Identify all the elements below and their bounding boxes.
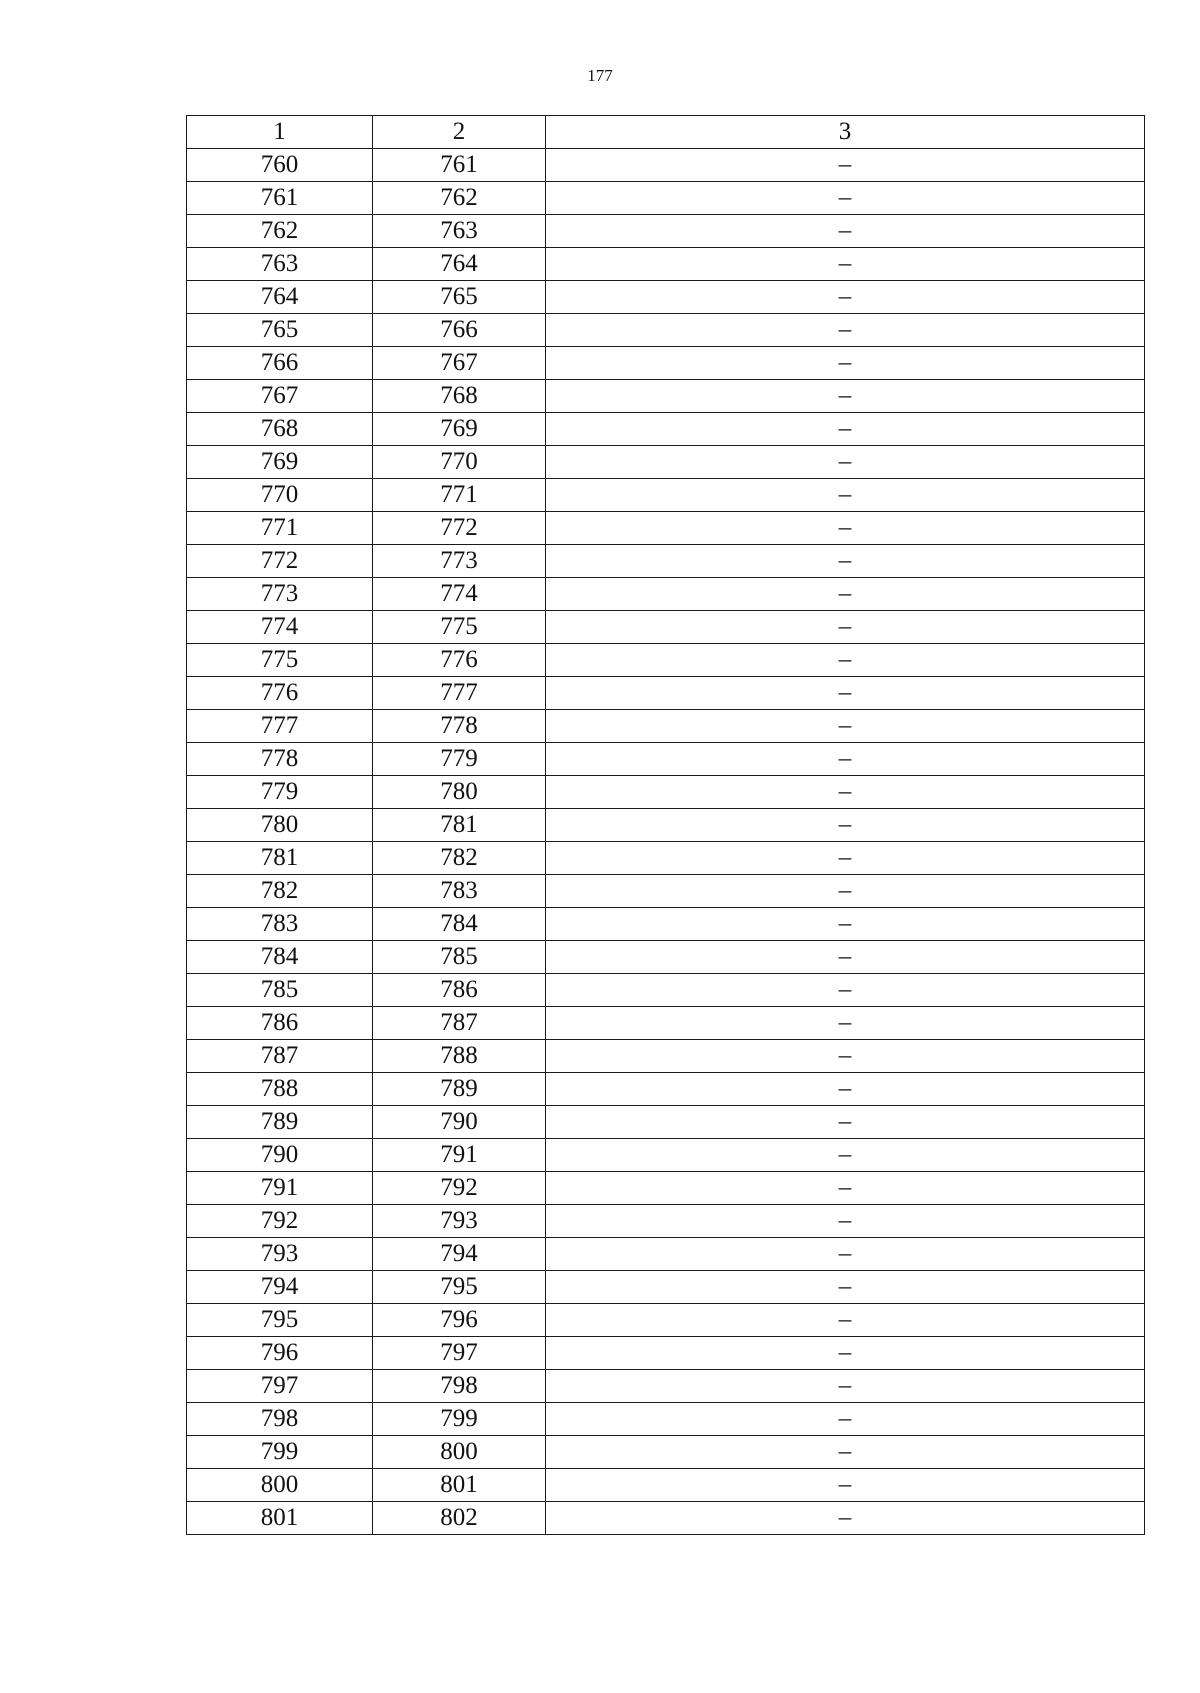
table-cell: – — [546, 149, 1145, 182]
table-row — [187, 941, 1145, 974]
table-cell: – — [546, 1073, 1145, 1106]
table-cell: 767 — [373, 347, 546, 380]
table-row — [187, 1238, 1145, 1271]
table-cell: 788 — [187, 1073, 373, 1106]
table-cell: 798 — [187, 1403, 373, 1436]
table-cell: 799 — [373, 1403, 546, 1436]
table-cell: 775 — [187, 644, 373, 677]
table-row — [187, 1172, 1145, 1205]
table-cell: 766 — [187, 347, 373, 380]
table-cell: 788 — [373, 1040, 546, 1073]
table-body — [187, 149, 1145, 1535]
table-cell: 794 — [373, 1238, 546, 1271]
table-row — [187, 1040, 1145, 1073]
table-row — [187, 1205, 1145, 1238]
table-row — [187, 1007, 1145, 1040]
table-cell: – — [546, 941, 1145, 974]
table-row — [187, 1469, 1145, 1502]
table-cell: 795 — [187, 1304, 373, 1337]
table-cell: – — [546, 677, 1145, 710]
table-row — [187, 1139, 1145, 1172]
table-cell: – — [546, 182, 1145, 215]
table-cell: 775 — [373, 611, 546, 644]
table-row — [187, 974, 1145, 1007]
table-cell: – — [546, 1304, 1145, 1337]
table-cell: 782 — [373, 842, 546, 875]
table-cell: 780 — [187, 809, 373, 842]
table-cell: – — [546, 1040, 1145, 1073]
table-row — [187, 512, 1145, 545]
table-cell: 764 — [373, 248, 546, 281]
table-cell: – — [546, 908, 1145, 941]
table-cell: 772 — [187, 545, 373, 578]
table-row — [187, 842, 1145, 875]
table-cell: 764 — [187, 281, 373, 314]
table-cell: 790 — [187, 1139, 373, 1172]
table-cell: 770 — [373, 446, 546, 479]
table-cell: 776 — [373, 644, 546, 677]
table-cell: 774 — [187, 611, 373, 644]
table-cell: 781 — [373, 809, 546, 842]
table-cell: – — [546, 1469, 1145, 1502]
table-cell: 778 — [187, 743, 373, 776]
table-cell: 800 — [187, 1469, 373, 1502]
table-cell: 771 — [187, 512, 373, 545]
table-cell: – — [546, 1436, 1145, 1469]
table-cell: 765 — [187, 314, 373, 347]
table-cell: – — [546, 1007, 1145, 1040]
table-cell: 768 — [187, 413, 373, 446]
table-cell: 765 — [373, 281, 546, 314]
table-cell: – — [546, 809, 1145, 842]
table-row — [187, 182, 1145, 215]
table-cell: 796 — [373, 1304, 546, 1337]
table-cell: 801 — [373, 1469, 546, 1502]
table-cell: 773 — [373, 545, 546, 578]
table-cell: 777 — [373, 677, 546, 710]
table-cell: – — [546, 446, 1145, 479]
table-cell: 791 — [187, 1172, 373, 1205]
table-row — [187, 1073, 1145, 1106]
table-cell: 793 — [373, 1205, 546, 1238]
table-cell: 762 — [373, 182, 546, 215]
table-header — [187, 116, 1145, 149]
table-cell: 785 — [187, 974, 373, 1007]
table-cell: – — [546, 974, 1145, 1007]
table-row — [187, 248, 1145, 281]
table-cell: 782 — [187, 875, 373, 908]
table-cell: – — [546, 380, 1145, 413]
table-row — [187, 776, 1145, 809]
table-cell: 787 — [187, 1040, 373, 1073]
table-cell: 796 — [187, 1337, 373, 1370]
table-row — [187, 1370, 1145, 1403]
table-cell: 787 — [373, 1007, 546, 1040]
table-row — [187, 314, 1145, 347]
table-row — [187, 611, 1145, 644]
table-cell: – — [546, 1238, 1145, 1271]
table-cell: 770 — [187, 479, 373, 512]
table-row — [187, 413, 1145, 446]
table-cell: 785 — [373, 941, 546, 974]
table-cell: 793 — [187, 1238, 373, 1271]
table-row — [187, 545, 1145, 578]
table-row — [187, 908, 1145, 941]
table-cell: – — [546, 1139, 1145, 1172]
table-header-row — [187, 116, 1145, 149]
table-cell: 799 — [187, 1436, 373, 1469]
table-cell: 768 — [373, 380, 546, 413]
table-cell: 779 — [187, 776, 373, 809]
table-row — [187, 809, 1145, 842]
table-cell: – — [546, 479, 1145, 512]
table-cell: – — [546, 611, 1145, 644]
table-row — [187, 479, 1145, 512]
table-cell: 763 — [187, 248, 373, 281]
table-cell: – — [546, 314, 1145, 347]
table-cell: – — [546, 578, 1145, 611]
table-row — [187, 578, 1145, 611]
table-cell: 798 — [373, 1370, 546, 1403]
table-row — [187, 281, 1145, 314]
table-cell: 786 — [373, 974, 546, 1007]
table-cell: 769 — [373, 413, 546, 446]
table-cell: 800 — [373, 1436, 546, 1469]
table-cell: – — [546, 710, 1145, 743]
table-cell: – — [546, 1172, 1145, 1205]
table-cell: – — [546, 1403, 1145, 1436]
data-table — [186, 115, 1145, 1535]
table-row — [187, 1337, 1145, 1370]
table-row — [187, 380, 1145, 413]
table-cell: 783 — [373, 875, 546, 908]
table-cell: – — [546, 1205, 1145, 1238]
table-cell: 773 — [187, 578, 373, 611]
table-cell: – — [546, 743, 1145, 776]
table-cell: 784 — [187, 941, 373, 974]
table-cell: 762 — [187, 215, 373, 248]
column-header: 2 — [373, 116, 546, 149]
table-cell: 802 — [373, 1502, 546, 1535]
table-cell: 777 — [187, 710, 373, 743]
table-cell: 794 — [187, 1271, 373, 1304]
table-row — [187, 149, 1145, 182]
table-cell: – — [546, 248, 1145, 281]
table-cell: 792 — [187, 1205, 373, 1238]
table-cell: 779 — [373, 743, 546, 776]
table-cell: – — [546, 512, 1145, 545]
table-cell: 774 — [373, 578, 546, 611]
table-cell: – — [546, 1337, 1145, 1370]
table-row — [187, 644, 1145, 677]
table-row — [187, 1502, 1145, 1535]
table-row — [187, 215, 1145, 248]
table-cell: – — [546, 215, 1145, 248]
column-header: 1 — [187, 116, 373, 149]
table-cell: 797 — [373, 1337, 546, 1370]
table-cell: 789 — [187, 1106, 373, 1139]
table-cell: 791 — [373, 1139, 546, 1172]
table-cell: – — [546, 545, 1145, 578]
table-cell: – — [546, 875, 1145, 908]
page-number: 177 — [587, 66, 613, 85]
table-cell: 763 — [373, 215, 546, 248]
table-cell: – — [546, 413, 1145, 446]
table-cell: 781 — [187, 842, 373, 875]
table-row — [187, 677, 1145, 710]
table-cell: – — [546, 644, 1145, 677]
table-cell: – — [546, 776, 1145, 809]
table-cell: – — [546, 347, 1145, 380]
table-cell: 792 — [373, 1172, 546, 1205]
table-cell: 786 — [187, 1007, 373, 1040]
table-cell: 789 — [373, 1073, 546, 1106]
table-row — [187, 710, 1145, 743]
table-cell: 766 — [373, 314, 546, 347]
table-cell: 778 — [373, 710, 546, 743]
table-row — [187, 1403, 1145, 1436]
table-cell: 772 — [373, 512, 546, 545]
table-cell: – — [546, 1271, 1145, 1304]
table-cell: 790 — [373, 1106, 546, 1139]
table-row — [187, 1436, 1145, 1469]
table-cell: 767 — [187, 380, 373, 413]
table-cell: 761 — [373, 149, 546, 182]
table-cell: – — [546, 1106, 1145, 1139]
table-cell: – — [546, 281, 1145, 314]
table-cell: 771 — [373, 479, 546, 512]
data-table-container — [186, 115, 1144, 1535]
table-row — [187, 1106, 1145, 1139]
table-cell: 776 — [187, 677, 373, 710]
table-cell: – — [546, 1370, 1145, 1403]
table-cell: – — [546, 1502, 1145, 1535]
table-row — [187, 1304, 1145, 1337]
table-row — [187, 446, 1145, 479]
table-cell: 795 — [373, 1271, 546, 1304]
table-cell: 761 — [187, 182, 373, 215]
column-header: 3 — [546, 116, 1145, 149]
table-cell: 760 — [187, 149, 373, 182]
table-cell: 797 — [187, 1370, 373, 1403]
table-row — [187, 875, 1145, 908]
table-cell: 801 — [187, 1502, 373, 1535]
table-cell: 769 — [187, 446, 373, 479]
table-row — [187, 347, 1145, 380]
table-cell: – — [546, 842, 1145, 875]
table-cell: 784 — [373, 908, 546, 941]
table-row — [187, 743, 1145, 776]
table-cell: 780 — [373, 776, 546, 809]
table-row — [187, 1271, 1145, 1304]
table-cell: 783 — [187, 908, 373, 941]
